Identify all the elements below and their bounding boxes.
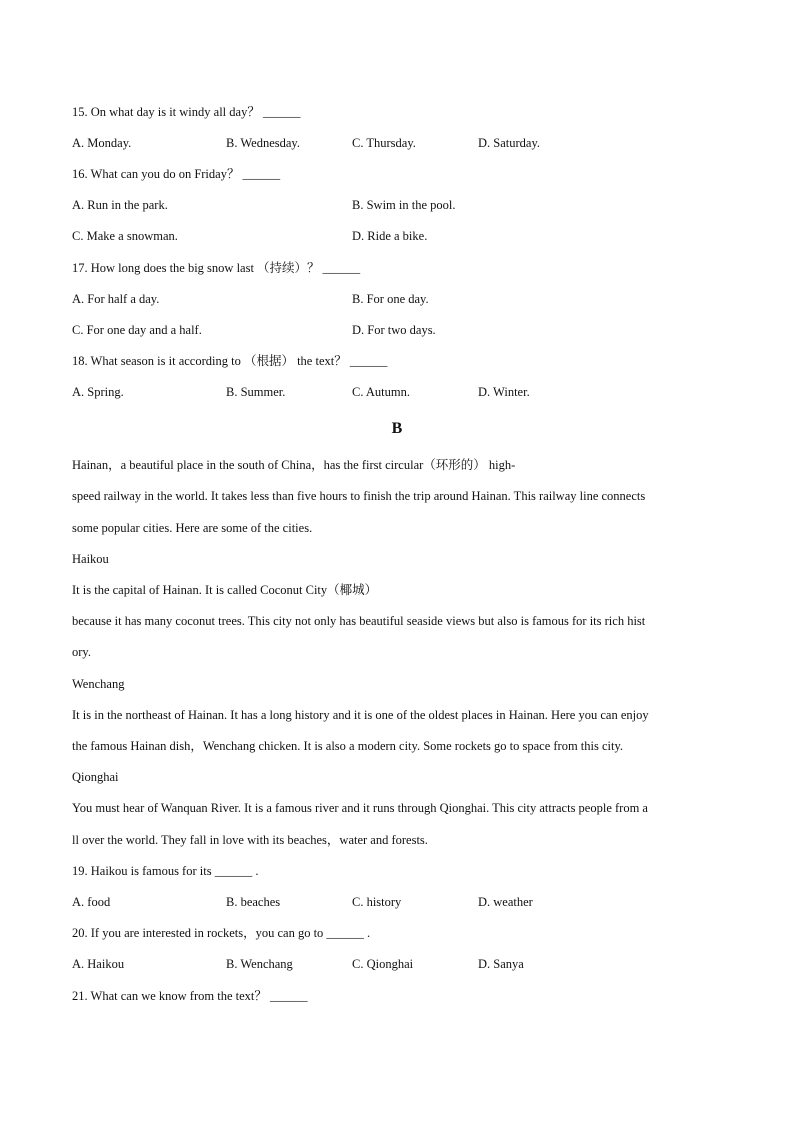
- q18-option-a: A. Spring.: [72, 385, 124, 399]
- question-18-stem: 18. What season is it according to （根据） the text？ ______: [72, 354, 388, 368]
- passage-line: speed railway in the world. It takes less than five hours to finish the trip around Hainan. This railway line connects: [72, 489, 646, 503]
- passage-heading-wenchang: Wenchang: [72, 677, 125, 691]
- passage-line: because it has many coconut trees. This city not only has beautiful seaside views but also is famous for its rich hist: [72, 614, 646, 628]
- q16-option-a: A. Run in the park.: [72, 198, 168, 212]
- question-21-stem: 21. What can we know from the text？ ______: [72, 989, 308, 1003]
- passage-line: some popular cities. Here are some of the cities.: [72, 521, 313, 535]
- q16-option-c: C. Make a snowman.: [72, 229, 178, 243]
- passage-line: You must hear of Wanquan River. It is a famous river and it runs through Qionghai. This city attracts people from a: [72, 801, 648, 815]
- question-17-stem: 17. How long does the big snow last （持续）？ ______: [72, 261, 361, 275]
- question-16-stem: 16. What can you do on Friday？ ______: [72, 167, 281, 181]
- passage-line: the famous Hainan dish，Wenchang chicken. It is also a modern city. Some rockets go to space from this city.: [72, 739, 624, 753]
- passage-line: It is the capital of Hainan. It is called Coconut City（椰城）: [72, 583, 378, 597]
- q19-option-d: D. weather: [478, 895, 533, 909]
- q19-option-b: B. beaches: [226, 895, 281, 909]
- section-b-title: B: [391, 420, 403, 437]
- q15-option-a: A. Monday.: [72, 136, 132, 150]
- q20-option-b: B. Wenchang: [226, 957, 293, 971]
- q16-option-d: D. Ride a bike.: [352, 229, 428, 243]
- q17-option-c: C. For one day and a half.: [72, 323, 202, 337]
- question-19-stem: 19. Haikou is famous for its ______ .: [72, 864, 259, 878]
- passage-line: ll over the world. They fall in love with its beaches，water and forests.: [72, 833, 428, 847]
- q19-option-c: C. history: [352, 895, 402, 909]
- q20-option-a: A. Haikou: [72, 957, 125, 971]
- question-20-stem: 20. If you are interested in rockets，you can go to ______ .: [72, 926, 371, 940]
- passage-line: ory.: [72, 645, 91, 659]
- passage-line: It is in the northeast of Hainan. It has a long history and it is one of the oldest places in Hainan. Here you can enjoy: [72, 708, 649, 722]
- q19-option-a: A. food: [72, 895, 111, 909]
- question-15-stem: 15. On what day is it windy all day？ ______: [72, 105, 301, 119]
- passage-line: Hainan，a beautiful place in the south of China，has the first circular（环形的） high-: [72, 458, 516, 472]
- q20-option-d: D. Sanya: [478, 957, 524, 971]
- q15-option-c: C. Thursday.: [352, 136, 416, 150]
- passage-heading-qionghai: Qionghai: [72, 770, 119, 784]
- q17-option-d: D. For two days.: [352, 323, 436, 337]
- q16-option-b: B. Swim in the pool.: [352, 198, 456, 212]
- q15-option-d: D. Saturday.: [478, 136, 541, 150]
- q18-option-d: D. Winter.: [478, 385, 530, 399]
- q18-option-c: C. Autumn.: [352, 385, 410, 399]
- passage-heading-haikou: Haikou: [72, 552, 109, 566]
- q15-option-b: B. Wednesday.: [226, 136, 300, 150]
- q20-option-c: C. Qionghai: [352, 957, 414, 971]
- q17-option-b: B. For one day.: [352, 292, 429, 306]
- q18-option-b: B. Summer.: [226, 385, 286, 399]
- q17-option-a: A. For half a day.: [72, 292, 160, 306]
